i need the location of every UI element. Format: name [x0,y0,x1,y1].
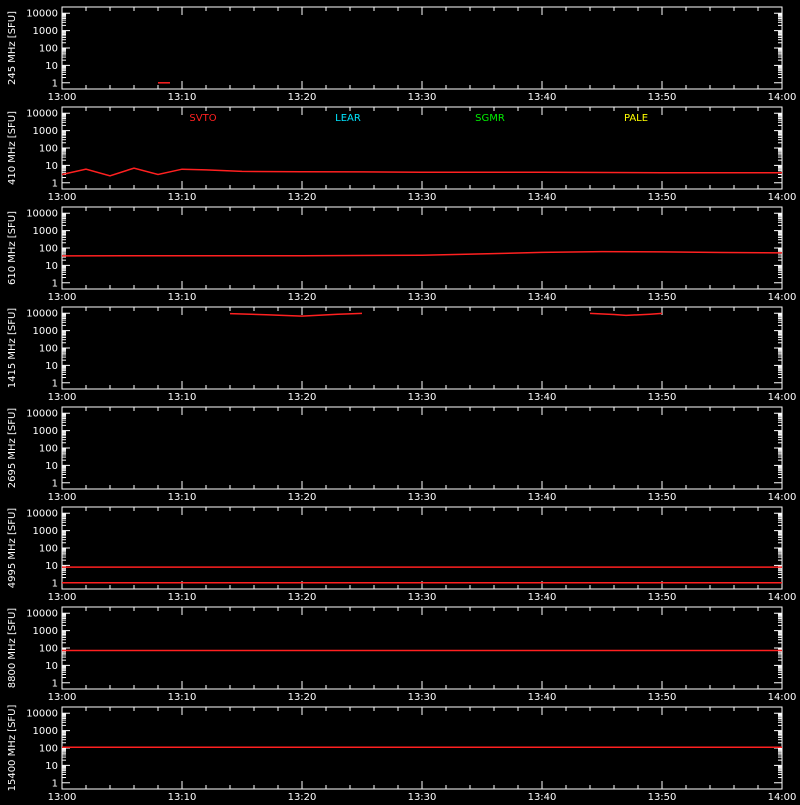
y-tick-label: 1 [51,578,58,590]
data-series-line [230,313,362,316]
x-tick-label: 13:50 [647,392,677,403]
y-tick-label: 1000 [32,726,58,738]
x-tick-label: 13:20 [287,492,317,503]
y-tick-label: 100 [38,243,58,255]
y-tick-label: 100 [38,343,58,355]
panel-frame [62,7,782,89]
x-tick-label: 13:50 [647,792,677,800]
x-tick-label: 13:50 [647,692,677,703]
x-tick-label: 13:20 [287,392,317,403]
y-tick-label: 10000 [26,408,58,420]
x-tick-label: 14:00 [767,392,797,403]
x-tick-label: 13:10 [167,292,197,303]
x-tick-label: 14:00 [767,292,797,303]
y-tick-label: 100 [38,643,58,655]
y-tick-label: 1000 [32,626,58,638]
y-tick-label: 10 [45,560,58,572]
x-tick-label: 13:00 [47,92,77,103]
x-tick-label: 13:20 [287,192,317,203]
frequency-label: 410 MHz [7,141,18,186]
frequency-label: 4995 MHz [7,538,18,589]
panel-frame [62,307,782,389]
x-tick-label: 13:20 [287,692,317,703]
x-tick-label: 13:20 [287,292,317,303]
x-tick-label: 13:50 [647,592,677,603]
y-tick-label: 1000 [32,226,58,238]
y-tick-label: 1 [51,678,58,690]
x-tick-label: 13:50 [647,492,677,503]
data-series-line [62,252,782,256]
y-axis-title [7,211,18,285]
x-tick-label: 13:40 [527,392,557,403]
y-axis-title [7,308,18,389]
x-tick-label: 13:10 [167,392,197,403]
y-axis-title [7,508,18,589]
y-tick-label: 100 [38,543,58,555]
y-tick-label: 1000 [32,126,58,138]
x-tick-label: 13:30 [407,92,437,103]
x-tick-label: 14:00 [767,592,797,603]
x-tick-label: 13:50 [647,192,677,203]
y-tick-label: 10 [45,60,58,72]
unit-label: [SFU] [7,307,18,339]
y-tick-label: 10 [45,360,58,372]
x-tick-label: 13:00 [47,292,77,303]
x-tick-label: 13:30 [407,492,437,503]
panel-frame [62,107,782,189]
y-tick-label: 1000 [32,426,58,438]
y-tick-label: 1 [51,78,58,90]
unit-label: [SFU] [7,607,18,639]
x-tick-label: 13:40 [527,292,557,303]
y-tick-label: 1 [51,778,58,790]
y-axis-title [7,408,18,489]
x-tick-label: 14:00 [767,692,797,703]
frequency-label: 1415 MHz [7,338,18,389]
panel-frame [62,607,782,689]
x-tick-label: 13:10 [167,492,197,503]
y-tick-label: 10000 [26,508,58,520]
x-tick-label: 13:10 [167,592,197,603]
y-tick-label: 10000 [26,608,58,620]
y-tick-label: 1000 [32,326,58,338]
y-tick-label: 10 [45,760,58,772]
panel-frame [62,207,782,289]
unit-label: [SFU] [7,507,18,539]
x-tick-label: 13:20 [287,792,317,800]
station-legend-svto: SVTO [189,113,217,124]
y-tick-label: 100 [38,43,58,55]
station-legend-lear: LEAR [335,113,361,124]
frequency-label: 2695 MHz [7,438,18,489]
x-tick-label: 13:30 [407,292,437,303]
x-tick-label: 13:00 [47,592,77,603]
y-axis-title [7,608,18,689]
y-tick-label: 10 [45,260,58,272]
x-tick-label: 14:00 [767,92,797,103]
y-tick-label: 1000 [32,26,58,38]
frequency-label: 15400 MHz [7,735,18,792]
x-tick-label: 13:00 [47,492,77,503]
x-tick-label: 13:40 [527,192,557,203]
y-tick-label: 1 [51,178,58,190]
y-tick-label: 10000 [26,108,58,120]
x-tick-label: 13:40 [527,792,557,800]
x-tick-label: 13:50 [647,292,677,303]
x-tick-label: 13:00 [47,692,77,703]
data-series-line [590,313,662,315]
x-tick-label: 13:20 [287,92,317,103]
data-series-line [62,168,782,176]
x-tick-label: 13:30 [407,592,437,603]
y-axis-title [7,11,18,85]
x-tick-label: 13:40 [527,492,557,503]
x-tick-label: 13:40 [527,692,557,703]
y-tick-label: 10 [45,460,58,472]
station-legend-pale: PALE [623,113,649,124]
x-tick-label: 13:30 [407,692,437,703]
x-tick-label: 13:30 [407,792,437,800]
y-tick-label: 100 [38,443,58,455]
x-tick-label: 13:00 [47,792,77,800]
x-tick-label: 13:10 [167,692,197,703]
frequency-label: 610 MHz [7,241,18,286]
y-tick-label: 10000 [26,308,58,320]
y-tick-label: 1000 [32,526,58,538]
unit-label: [SFU] [7,210,18,242]
y-tick-label: 10 [45,160,58,172]
unit-label: [SFU] [7,407,18,439]
panel-frame [62,507,782,589]
frequency-label: 245 MHz [7,41,18,86]
unit-label: [SFU] [7,704,18,736]
y-tick-label: 100 [38,143,58,155]
x-tick-label: 13:10 [167,92,197,103]
x-tick-label: 13:50 [647,92,677,103]
x-tick-label: 13:10 [167,792,197,800]
x-tick-label: 13:00 [47,392,77,403]
y-axis-title [7,705,18,792]
x-tick-label: 13:40 [527,592,557,603]
frequency-label: 8800 MHz [7,638,18,689]
y-axis-title [7,111,18,185]
y-tick-label: 100 [38,743,58,755]
y-tick-label: 10000 [26,708,58,720]
x-tick-label: 14:00 [767,792,797,800]
panel-frame [62,407,782,489]
x-tick-label: 14:00 [767,492,797,503]
x-tick-label: 13:20 [287,592,317,603]
station-legend-sgmr: SGMR [475,113,505,124]
x-tick-label: 13:10 [167,192,197,203]
x-tick-label: 13:30 [407,192,437,203]
y-tick-label: 10000 [26,208,58,220]
y-tick-label: 10 [45,660,58,672]
x-tick-label: 13:40 [527,92,557,103]
x-tick-label: 13:30 [407,392,437,403]
y-tick-label: 10000 [26,8,58,20]
unit-label: [SFU] [7,110,18,142]
unit-label: [SFU] [7,10,18,42]
x-tick-label: 14:00 [767,192,797,203]
y-tick-label: 1 [51,378,58,390]
y-tick-label: 1 [51,278,58,290]
x-tick-label: 13:00 [47,192,77,203]
y-tick-label: 1 [51,478,58,490]
